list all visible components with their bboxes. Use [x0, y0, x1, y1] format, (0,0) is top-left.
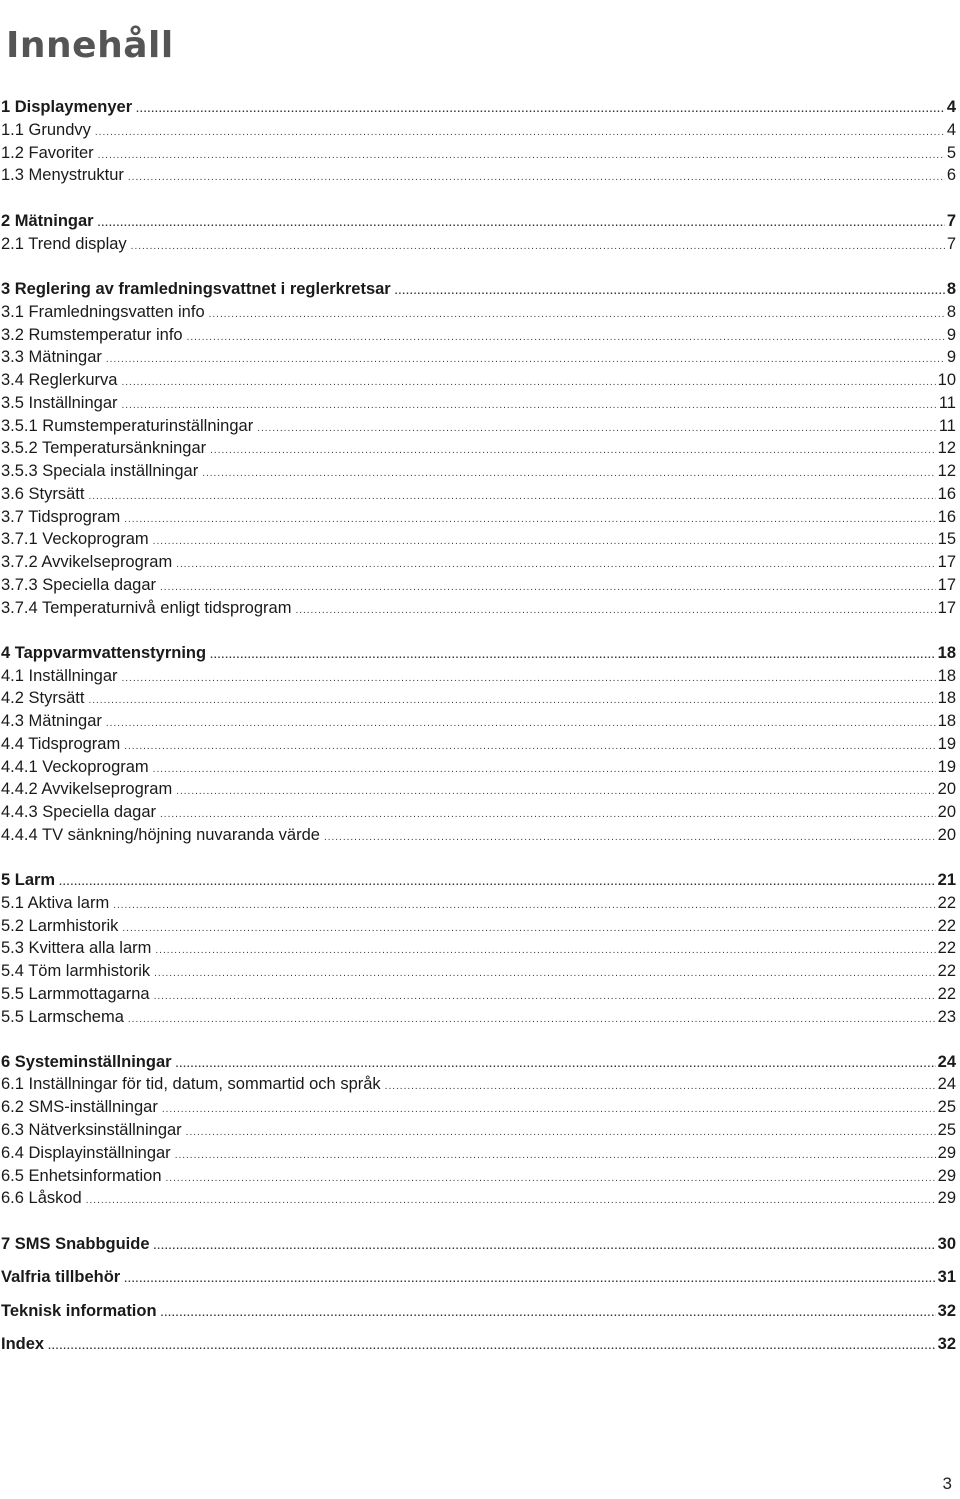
toc-entry[interactable] — [1, 210, 956, 232]
toc-entry-label: 3.5 Inställningar — [1, 394, 118, 412]
toc-entry-page: 16 — [937, 508, 956, 526]
toc-entry-page: 29 — [937, 1189, 956, 1207]
toc-entry-label: Teknisk information — [1, 1302, 157, 1320]
toc-entry[interactable] — [1, 460, 956, 482]
toc-entry[interactable] — [1, 1233, 956, 1255]
toc-entry-label: 3 Reglering av framledningsvattnet i reglerkretsar — [1, 280, 391, 298]
toc-entry-label: 3.7 Tidsprogram — [1, 508, 121, 526]
toc-entry[interactable] — [1, 483, 956, 505]
toc-entry[interactable] — [1, 392, 956, 414]
toc-entry-label: 6.4 Displayinställningar — [1, 1144, 171, 1162]
toc-entry-label: 5.1 Aktiva larm — [1, 894, 110, 912]
toc-entry-label: 3.3 Mätningar — [1, 348, 102, 366]
toc-entry-page: 32 — [937, 1302, 956, 1320]
toc-entry-page: 19 — [937, 758, 956, 776]
toc-entry-page: 22 — [937, 917, 956, 935]
toc-entry-page: 12 — [937, 439, 956, 457]
toc-leader-dots — [98, 213, 945, 235]
toc-entry-page: 15 — [937, 530, 956, 548]
toc-entry-page: 11 — [938, 394, 956, 412]
toc-entry-page: 20 — [937, 803, 956, 821]
toc-entry[interactable] — [1, 369, 956, 391]
toc-entry-page: 18 — [937, 667, 956, 685]
toc-entry-label: Valfria tillbehör — [1, 1268, 121, 1286]
toc-entry[interactable] — [1, 346, 956, 368]
toc-entry[interactable] — [1, 869, 956, 891]
toc-entry-page: 22 — [937, 894, 956, 912]
toc-entry-label: 4.2 Styrsätt — [1, 689, 85, 707]
toc-entry-page: 20 — [937, 826, 956, 844]
toc-entry[interactable] — [1, 142, 956, 164]
toc-leader-dots — [154, 1236, 936, 1258]
toc-entry-page: 17 — [937, 553, 956, 571]
toc-entry-page: 19 — [937, 735, 956, 753]
toc-entry-label: 7 SMS Snabbguide — [1, 1235, 150, 1253]
toc-entry-label: 6.6 Låskod — [1, 1189, 82, 1207]
toc-entry-page: 29 — [937, 1167, 956, 1185]
toc-leader-dots — [128, 167, 945, 189]
toc-entry-page: 7 — [946, 212, 956, 230]
toc-entry[interactable] — [1, 1006, 956, 1028]
toc-entry-page: 17 — [937, 599, 956, 617]
toc-entry[interactable] — [1, 1142, 956, 1164]
toc-entry-page: 24 — [937, 1053, 956, 1071]
toc-entry-page: 22 — [937, 985, 956, 1003]
toc-leader-dots — [136, 99, 945, 121]
toc-entry-label: 6.1 Inställningar för tid, datum, sommartid och språk — [1, 1075, 381, 1093]
toc-entry-page: 18 — [937, 644, 956, 662]
toc-leader-dots — [295, 600, 935, 622]
toc-leader-dots — [86, 1190, 936, 1212]
toc-leader-dots — [324, 827, 936, 849]
toc-entry-label: 5 Larm — [1, 871, 56, 889]
toc-entry[interactable] — [1, 687, 956, 709]
toc-entry-page: 9 — [946, 326, 956, 344]
toc-entry[interactable] — [1, 733, 956, 755]
toc-entry[interactable] — [1, 801, 956, 823]
toc-entry[interactable] — [1, 278, 956, 300]
toc-entry[interactable] — [1, 324, 956, 346]
toc-entry[interactable] — [1, 574, 956, 596]
toc-leader-dots — [128, 1009, 936, 1031]
toc-entry-page: 30 — [937, 1235, 956, 1253]
toc-entry[interactable] — [1, 96, 956, 118]
toc-entry[interactable] — [1, 164, 956, 186]
toc-entry[interactable] — [1, 960, 956, 982]
toc-entry-label: 4.4.2 Avvikelseprogram — [1, 780, 173, 798]
toc-entry[interactable] — [1, 1165, 956, 1187]
toc-leader-dots — [95, 122, 945, 144]
toc-leader-dots — [106, 713, 936, 735]
toc-entry-page: 10 — [937, 371, 956, 389]
toc-entry-page: 21 — [937, 871, 956, 889]
toc-entry-label: 3.7.1 Veckoprogram — [1, 530, 149, 548]
toc-leader-dots — [154, 963, 935, 985]
toc-entry-label: 4 Tappvarmvattenstyrning — [1, 644, 207, 662]
toc-entry-page: 8 — [946, 280, 956, 298]
toc-leader-dots — [124, 1269, 935, 1291]
toc-entry-page: 22 — [937, 939, 956, 957]
toc-entry-page: 20 — [937, 780, 956, 798]
toc-entry-page: 9 — [946, 348, 956, 366]
toc-entry-label: 5.3 Kvittera alla larm — [1, 939, 152, 957]
toc-entry-label: 3.5.3 Speciala inställningar — [1, 462, 199, 480]
toc-entry-page: 4 — [946, 98, 956, 116]
toc-entry[interactable] — [1, 551, 956, 573]
toc-entry[interactable] — [1, 1266, 956, 1288]
toc-entry[interactable] — [1, 301, 956, 323]
toc-entry-page: 12 — [937, 462, 956, 480]
toc-leader-dots — [209, 304, 945, 326]
toc-entry-label: 3.7.3 Speciella dagar — [1, 576, 157, 594]
toc-leader-dots — [385, 1076, 936, 1098]
toc-leader-dots — [121, 372, 935, 394]
toc-entry[interactable] — [1, 233, 956, 255]
toc-entry[interactable] — [1, 506, 956, 528]
toc-entry[interactable] — [1, 1187, 956, 1209]
toc-leader-dots — [106, 349, 945, 371]
toc-leader-dots — [88, 690, 935, 712]
toc-entry-page: 4 — [946, 121, 956, 139]
toc-entry-label: 6.3 Nätverksinställningar — [1, 1121, 182, 1139]
toc-entry-page: 24 — [937, 1075, 956, 1093]
toc-entry-page: 25 — [937, 1121, 956, 1139]
toc-entry-label: 3.2 Rumstemperatur info — [1, 326, 183, 344]
toc-entry-page: 32 — [937, 1335, 956, 1353]
toc-leader-dots — [395, 281, 945, 303]
toc-entry[interactable] — [1, 1300, 956, 1322]
toc-leader-dots — [160, 804, 936, 826]
toc-leader-dots — [113, 895, 935, 917]
toc-entry-label: 5.2 Larmhistorik — [1, 917, 119, 935]
toc-entry-label: 6.5 Enhetsinformation — [1, 1167, 162, 1185]
toc-entry[interactable] — [1, 937, 956, 959]
toc-leader-dots — [160, 577, 936, 599]
toc-leader-dots — [175, 1145, 936, 1167]
toc-leader-dots — [155, 940, 935, 962]
toc-entry-label: 2.1 Trend display — [1, 235, 127, 253]
toc-entry-page: 5 — [946, 144, 956, 162]
toc-entry[interactable] — [1, 119, 956, 141]
toc-entry[interactable] — [1, 1096, 956, 1118]
page-title: Innehåll — [6, 25, 174, 67]
toc-leader-dots — [59, 872, 936, 894]
toc-entry-label: 4.4.4 TV sänkning/höjning nuvaranda värde — [1, 826, 320, 844]
toc-entry-label: 3.1 Framledningsvatten info — [1, 303, 205, 321]
toc-entry[interactable] — [1, 1073, 956, 1095]
toc-entry[interactable] — [1, 437, 956, 459]
toc-entry[interactable] — [1, 528, 956, 550]
toc-leader-dots — [154, 986, 936, 1008]
toc-entry-page: 18 — [937, 689, 956, 707]
toc-entry[interactable] — [1, 1051, 956, 1073]
toc-leader-dots — [48, 1336, 936, 1358]
toc-entry-label: 1.3 Menystruktur — [1, 166, 124, 184]
toc-leader-dots — [88, 486, 935, 508]
toc-entry-label: 3.7.4 Temperaturnivå enligt tidsprogram — [1, 599, 292, 617]
page-number: 3 — [942, 1474, 952, 1493]
toc-entry-page: 6 — [946, 166, 956, 184]
toc-entry-label: 6 Systeminställningar — [1, 1053, 172, 1071]
toc-entry-label: 4.4.1 Veckoprogram — [1, 758, 149, 776]
toc-entry-label: 5.5 Larmschema — [1, 1008, 124, 1026]
toc-entry-page: 18 — [937, 712, 956, 730]
toc-entry-page: 25 — [937, 1098, 956, 1116]
toc-entry-label: 3.5.1 Rumstemperaturinställningar — [1, 417, 254, 435]
toc-entry-page: 8 — [946, 303, 956, 321]
toc-entry[interactable] — [1, 756, 956, 778]
toc-entry[interactable] — [1, 665, 956, 687]
toc-leader-dots — [210, 440, 935, 462]
toc-entry[interactable] — [1, 778, 956, 800]
toc-entry-page: 17 — [937, 576, 956, 594]
toc-entry-label: 5.4 Töm larmhistorik — [1, 962, 151, 980]
toc-entry-label: Index — [1, 1335, 45, 1353]
toc-entry-label: 2 Mätningar — [1, 212, 94, 230]
toc-entry-label: 3.5.2 Temperatursänkningar — [1, 439, 207, 457]
toc-entry[interactable] — [1, 983, 956, 1005]
toc-entry-label: 4.1 Inställningar — [1, 667, 118, 685]
toc-entry-page: 31 — [937, 1268, 956, 1286]
toc-entry-page: 23 — [937, 1008, 956, 1026]
toc-entry[interactable] — [1, 915, 956, 937]
toc-entry[interactable] — [1, 1333, 956, 1355]
toc-leader-dots — [210, 645, 936, 667]
toc-leader-dots — [122, 395, 937, 417]
toc-leader-dots — [176, 554, 935, 576]
toc-entry[interactable] — [1, 597, 956, 619]
toc-entry-page: 22 — [937, 962, 956, 980]
toc-entry-label: 1 Displaymenyer — [1, 98, 133, 116]
toc-entry-label: 1.1 Grundvy — [1, 121, 91, 139]
toc-leader-dots — [124, 736, 935, 758]
toc-entry-label: 4.3 Mätningar — [1, 712, 102, 730]
toc-entry-label: 4.4 Tidsprogram — [1, 735, 121, 753]
toc-leader-dots — [161, 1303, 936, 1325]
toc-entry[interactable] — [1, 642, 956, 664]
toc-entry[interactable] — [1, 892, 956, 914]
toc-entry-label: 3.4 Reglerkurva — [1, 371, 118, 389]
toc-leader-dots — [153, 531, 936, 553]
toc-entry-page: 11 — [938, 417, 956, 435]
toc-entry-label: 3.7.2 Avvikelseprogram — [1, 553, 173, 571]
toc-entry-label: 3.6 Styrsätt — [1, 485, 85, 503]
toc-leader-dots — [186, 1122, 936, 1144]
toc-entry[interactable] — [1, 710, 956, 732]
toc-entry-label: 5.5 Larmmottagarna — [1, 985, 150, 1003]
toc-entry-label: 1.2 Favoriter — [1, 144, 94, 162]
toc-entry[interactable] — [1, 415, 956, 437]
toc-entry[interactable] — [1, 1119, 956, 1141]
toc-entry[interactable] — [1, 824, 956, 846]
toc-leader-dots — [202, 463, 935, 485]
toc-entry-label: 6.2 SMS-inställningar — [1, 1098, 158, 1116]
toc-entry-page: 7 — [946, 235, 956, 253]
toc-entry-page: 16 — [937, 485, 956, 503]
toc-entry-page: 29 — [937, 1144, 956, 1162]
toc-leader-dots — [176, 781, 935, 803]
toc-leader-dots — [131, 236, 945, 258]
toc-entry-label: 4.4.3 Speciella dagar — [1, 803, 157, 821]
toc-leader-dots — [162, 1099, 936, 1121]
